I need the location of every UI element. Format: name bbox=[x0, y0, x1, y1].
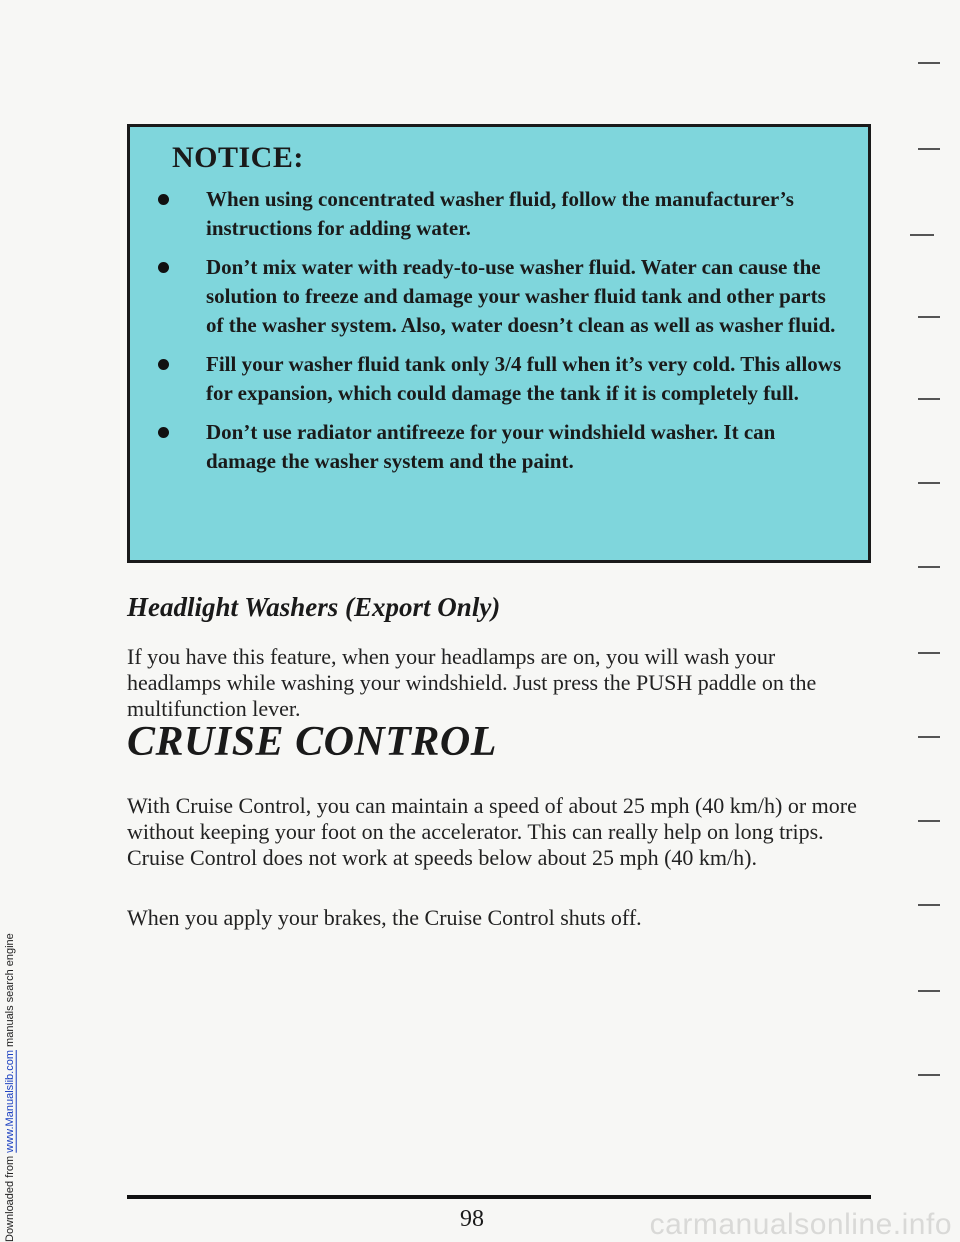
margin-mark bbox=[918, 62, 940, 64]
bullet-icon bbox=[158, 262, 169, 273]
margin-mark bbox=[918, 820, 940, 822]
source-note-suffix: manuals search engine bbox=[4, 933, 16, 1047]
bullet-icon bbox=[158, 194, 169, 205]
bullet-icon bbox=[158, 359, 169, 370]
notice-title: NOTICE: bbox=[172, 141, 304, 174]
bullet-icon bbox=[158, 427, 169, 438]
margin-mark bbox=[918, 566, 940, 568]
watermark: carmanualsonline.info bbox=[649, 1208, 952, 1241]
cruise-control-paragraph-1: With Cruise Control, you can maintain a speed of about 25 mph (40 km/h) or more without keeping your foot on the accelerator. This can really help on long trips. Cruise Control does not work at speeds below about 25 mph (40 km/h). bbox=[127, 793, 857, 870]
margin-mark bbox=[918, 652, 940, 654]
margin-mark bbox=[918, 482, 940, 484]
notice-item-text: Fill your washer fluid tank only 3/4 full when it’s very cold. This allows for expansion, which could damage the tank if it is completely full. bbox=[206, 352, 842, 405]
notice-item bbox=[152, 350, 846, 408]
notice-list bbox=[152, 185, 846, 476]
margin-mark bbox=[910, 234, 934, 236]
notice-item bbox=[152, 253, 846, 340]
source-note-prefix: Downloaded from bbox=[4, 1155, 16, 1242]
headlight-washers-heading: Headlight Washers (Export Only) bbox=[127, 592, 501, 622]
page-number: 98 bbox=[460, 1206, 484, 1232]
margin-mark bbox=[918, 1074, 940, 1076]
margin-mark bbox=[918, 904, 940, 906]
margin-marks bbox=[880, 0, 960, 1242]
cruise-control-paragraph-2: When you apply your brakes, the Cruise Control shuts off. bbox=[127, 905, 642, 930]
margin-mark bbox=[918, 398, 940, 400]
notice-item bbox=[152, 185, 846, 243]
margin-mark bbox=[918, 990, 940, 992]
footer-rule bbox=[127, 1195, 871, 1199]
notice-item-text: When using concentrated washer fluid, follow the manufacturer’s instructions for adding water. bbox=[206, 187, 794, 240]
notice-box bbox=[127, 124, 871, 563]
margin-mark bbox=[918, 148, 940, 150]
source-note bbox=[3, 0, 17, 1242]
notice-item bbox=[152, 418, 846, 476]
notice-item-text: Don’t use radiator antifreeze for your windshield washer. It can damage the washer system and the paint. bbox=[206, 420, 776, 473]
manualslib-link[interactable]: www.Manualslib.com bbox=[4, 1050, 16, 1153]
cruise-control-heading: CRUISE CONTROL bbox=[127, 719, 497, 765]
notice-item-text: Don’t mix water with ready-to-use washer fluid. Water can cause the solution to freeze and damage your washer fluid tank and other parts of the washer system. Also, water doesn’t clean as well as washer fluid. bbox=[206, 255, 836, 337]
margin-mark bbox=[918, 736, 940, 738]
headlight-washers-text: If you have this feature, when your headlamps are on, you will wash your headlamps while washing your windshield. Just press the PUSH paddle on the multifunction lever. bbox=[127, 644, 817, 721]
margin-mark bbox=[918, 316, 940, 318]
